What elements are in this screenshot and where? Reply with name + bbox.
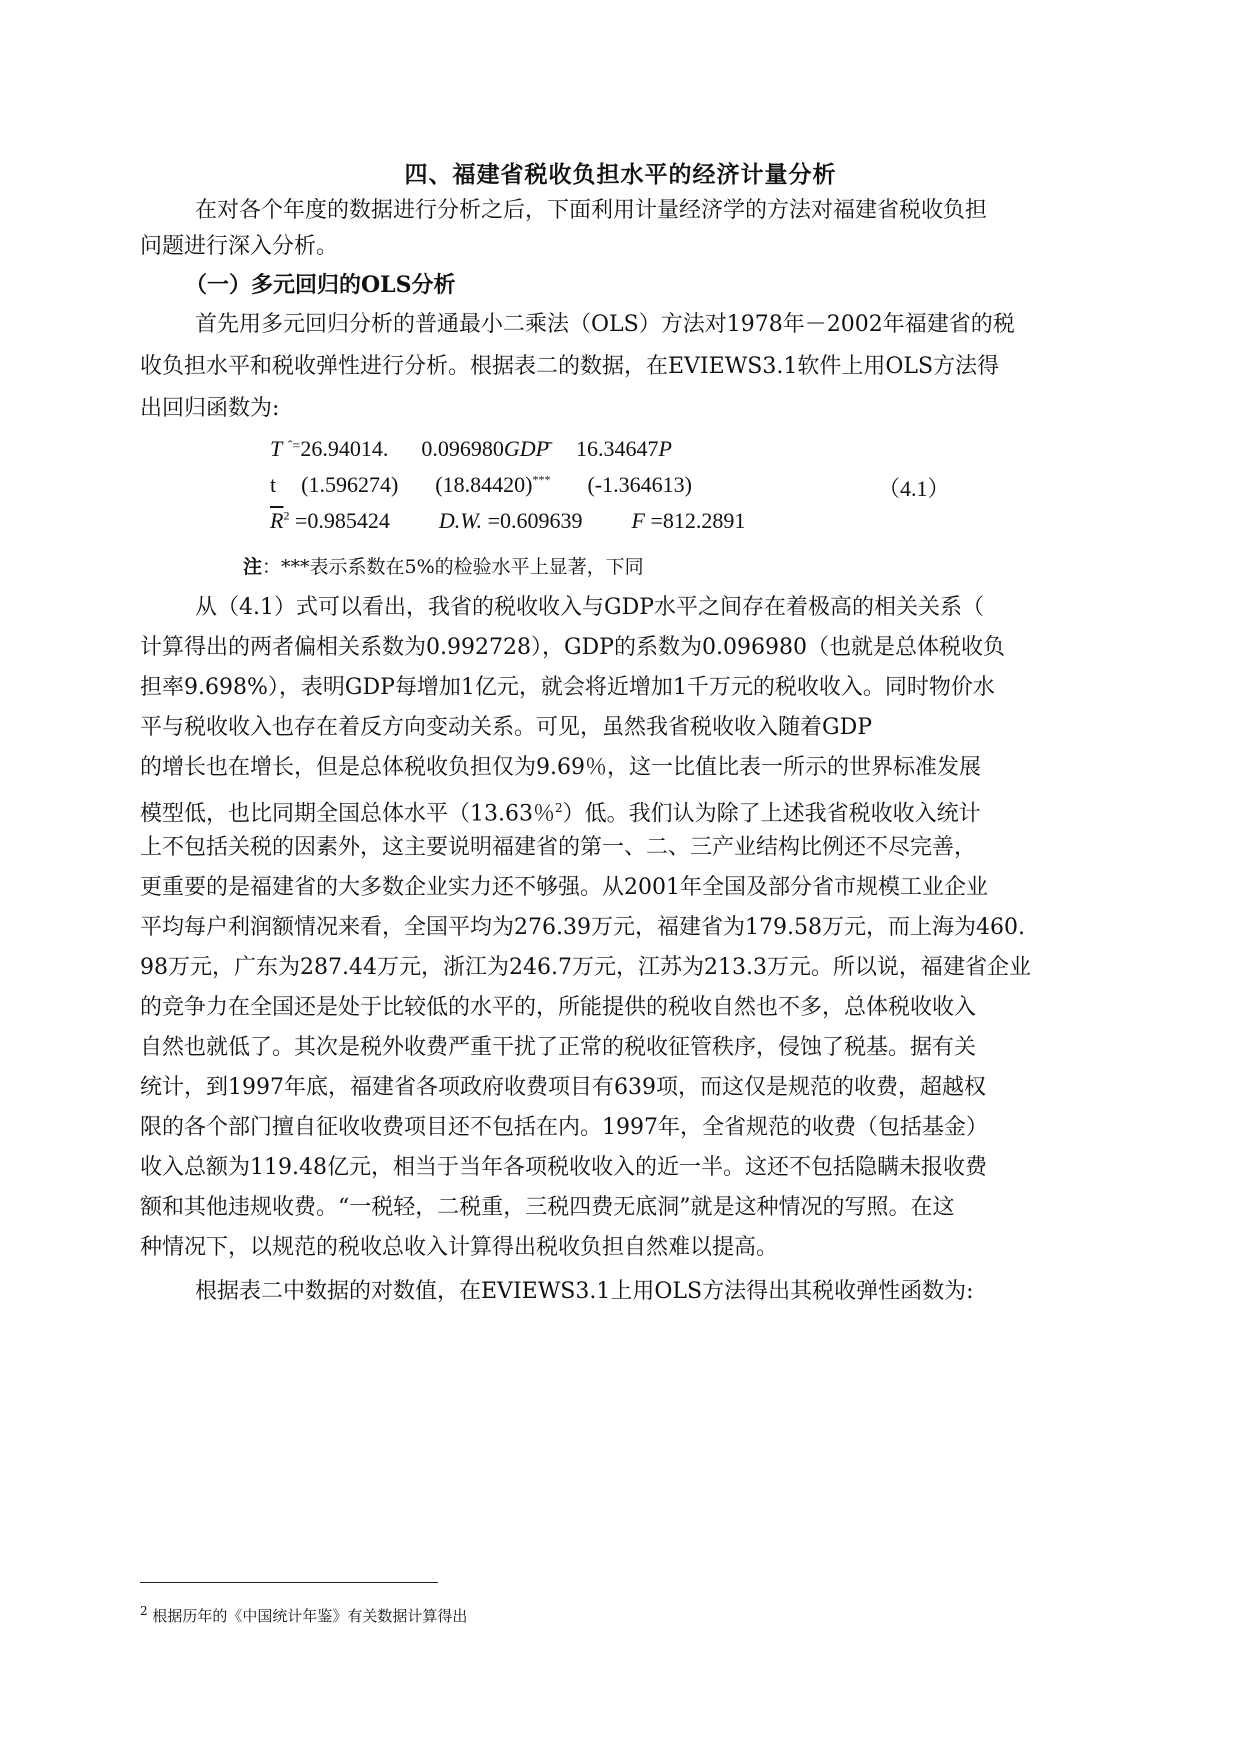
footnote-reference: 2 bbox=[554, 801, 563, 815]
significance-stars: *** bbox=[532, 472, 551, 487]
paragraph-line: 额和其他违规收费。“一税轻，二税重，三税四费无底洞”就是这种情况的写照。在这 bbox=[140, 1195, 955, 1220]
durbin-watson-label: D.W. bbox=[438, 508, 483, 533]
equation-row-1: T $^{ˆ=}$26.94014. 0.096980GDP 16.34647P bbox=[270, 436, 672, 461]
paragraph-line: 统计，到1997年底，福建省各项政府收费项目有639项，而这仅是规范的收费，超越权 bbox=[140, 1075, 986, 1100]
footnote bbox=[140, 1604, 467, 1626]
f-label: F bbox=[631, 508, 645, 533]
table-note bbox=[243, 552, 644, 579]
note-label: 注 bbox=[243, 556, 263, 578]
subsection-heading: （一）多元回归的OLS分析 bbox=[185, 272, 456, 298]
paragraph-line: 98万元，广东为287.44万元，浙江为246.7万元，江苏为213.3万元。所以说，福建省企业 bbox=[140, 955, 1031, 980]
paragraph-line: 收负担水平和税收弹性进行分析。根据表二的数据，在EVIEWS3.1软件上用OLS方法得 bbox=[140, 354, 1000, 379]
footnote-text: 根据历年的《中国统计年鉴》有关数据计算得出 bbox=[152, 1607, 468, 1625]
r-squared-value: =0.985424 bbox=[294, 508, 390, 533]
paragraph-line: 问题进行深入分析。 bbox=[140, 234, 339, 259]
t-stat-constant: (1.596274) bbox=[301, 472, 399, 497]
variable-p: P bbox=[658, 436, 672, 461]
adjusted-r-squared: $\overline{R}$ bbox=[270, 508, 284, 533]
equation-number: （4.1） bbox=[878, 476, 950, 501]
paragraph-line: 的竞争力在全国还是处于比较低的水平的，所能提供的税收自然也不多，总体税收收入 bbox=[140, 995, 977, 1020]
paragraph-line: 首先用多元回归分析的普通最小二乘法（OLS）方法对1978年－2002年福建省的税 bbox=[195, 312, 1015, 337]
paragraph-line: 收入总额为119.48亿元，相当于当年各项税收收入的近一半。这还不包括隐瞒未报收费 bbox=[140, 1155, 987, 1180]
t-label: t bbox=[270, 472, 277, 497]
t-stat-gdp: (18.84420) bbox=[435, 472, 533, 497]
hat-equals: ˆ= bbox=[287, 439, 301, 454]
paragraph-line: 在对各个年度的数据进行分析之后，下面利用计量经济学的方法对福建省税收负担 bbox=[195, 198, 988, 223]
paragraph-line: 更重要的是福建省的大多数企业实力还不够强。从2001年全国及部分省市规模工业企业 bbox=[140, 875, 988, 900]
t-stat-p: (-1.364613) bbox=[587, 472, 692, 497]
paragraph-line: 平均每户利润额情况来看，全国平均为276.39万元，福建省为179.58万元，而上海为460. bbox=[140, 915, 1025, 940]
equation-row-3: $\overline{R}^2 =0.985424$ D.W. =0.609639 F =812.2891 bbox=[270, 508, 746, 533]
paragraph-line: 从（4.1）式可以看出，我省的税收收入与GDP水平之间存在着极高的相关关系（ bbox=[195, 595, 985, 620]
paragraph-line: 平与税收收入也存在着反方向变动关系。可见，虽然我省税收收入随着GDP bbox=[140, 715, 873, 740]
paragraph-line: 的增长也在增长，但是总体税收负担仅为9.69％，这一比值比表一所示的世界标准发展 bbox=[140, 755, 981, 780]
paragraph-line: 根据表二中数据的对数值，在EVIEWS3.1上用OLS方法得出其税收弹性函数为: bbox=[195, 1279, 974, 1304]
gdp-coefficient: 0.096980 bbox=[421, 436, 504, 461]
section-title: 四、福建省税收负担水平的经济计量分析 bbox=[404, 161, 837, 188]
f-value: =812.2891 bbox=[650, 508, 746, 533]
footnote-divider bbox=[140, 1582, 438, 1583]
paragraph-line: 计算得出的两者偏相关系数为0.992728），GDP的系数为0.096980（也就是总体税收负 bbox=[140, 635, 1005, 660]
equation-row-2 bbox=[270, 472, 692, 498]
constant: 26.94014 bbox=[300, 436, 383, 461]
paragraph-line: 上不包括关税的因素外，这主要说明福建省的第一、二、三产业结构比例还不尽完善， bbox=[140, 835, 977, 860]
p-coefficient: 16.34647 bbox=[576, 436, 659, 461]
paragraph-line: 限的各个部门擅自征收收费项目还不包括在内。1997年，全省规范的收费（包括基金） bbox=[140, 1115, 988, 1140]
paragraph-line: 自然也就低了。其次是税外收费严重干扰了正常的税收征管秩序，侵蚀了税基。据有关 bbox=[140, 1035, 977, 1060]
footnote-mark: 2 bbox=[140, 1604, 148, 1618]
variable-gdp: GDP bbox=[503, 436, 550, 461]
variable-t: T bbox=[270, 436, 283, 461]
note-text: ：***表示系数在5%的检验水平上显著，下同 bbox=[262, 556, 644, 578]
durbin-watson-value: =0.609639 bbox=[487, 508, 583, 533]
paragraph-line: 担率9.698%），表明GDP每增加1亿元，就会将近增加1千万元的税收收入。同时物价水 bbox=[140, 675, 995, 700]
paragraph-line: 种情况下，以规范的税收总收入计算得出税收负担自然难以提高。 bbox=[140, 1235, 779, 1260]
paragraph-line: 出回归函数为: bbox=[140, 396, 280, 421]
paragraph-line: 模型低，也比同期全国总体水平（13.63％$^2$）低。我们认为除了上述我省税收收入统计 bbox=[140, 801, 981, 827]
